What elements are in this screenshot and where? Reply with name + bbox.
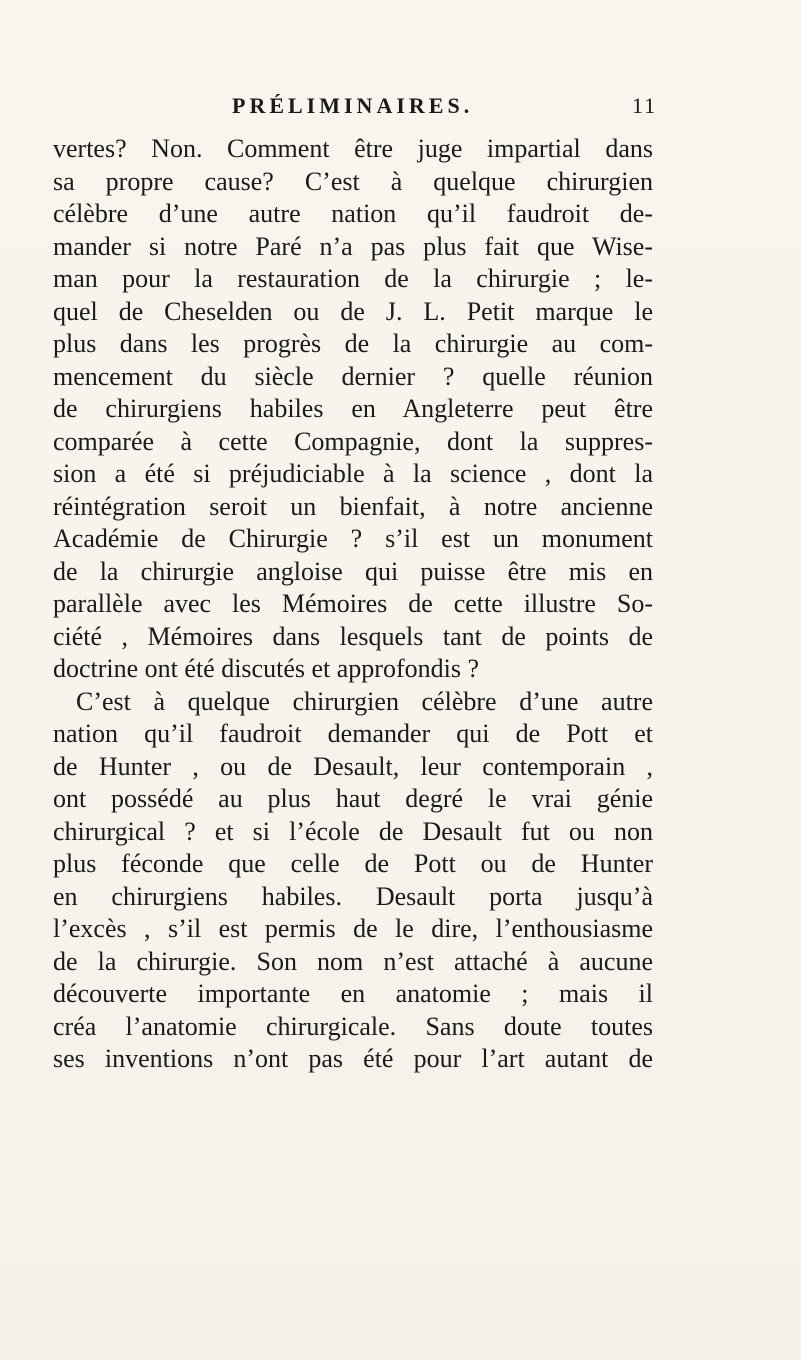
text-line: ont possédé au plus haut degré le vrai génie bbox=[53, 784, 653, 813]
running-title: PRÉLIMINAIRES. bbox=[232, 93, 474, 118]
text-line: ciété , Mémoires dans lesquels tant de points de bbox=[53, 621, 653, 651]
page-number: 11 bbox=[632, 93, 658, 118]
text-line: célèbre d’une autre nation qu’il faudroit de- bbox=[53, 199, 653, 228]
text-line: sa propre cause? C’est à quelque chirurgien bbox=[53, 166, 653, 196]
text-line: en chirurgiens habiles. Desault porta jusqu’à bbox=[53, 881, 653, 911]
text-line: plus féconde que celle de Pott ou de Hunter bbox=[53, 849, 653, 878]
text-line: sion a été si préjudiciable à la science , dont la bbox=[53, 459, 653, 488]
text-line: de Hunter , ou de Desault, leur contemporain , bbox=[53, 751, 653, 781]
running-head bbox=[0, 91, 801, 121]
text-line: créa l’anatomie chirurgicale. Sans doute toutes bbox=[53, 1011, 653, 1041]
text-line: nation qu’il faudroit demander qui de Pott et bbox=[53, 719, 653, 748]
body-text bbox=[53, 133, 653, 1076]
text-line: parallèle avec les Mémoires de cette illustre So- bbox=[53, 589, 653, 618]
text-line: l’excès , s’il est permis de le dire, l’enthousiasme bbox=[53, 914, 653, 943]
text-line: de la chirurgie angloise qui puisse être mis en bbox=[53, 556, 653, 586]
text-line: chirurgical ? et si l’école de Desault fut ou non bbox=[53, 816, 653, 846]
text-line: C’est à quelque chirurgien célèbre d’une autre bbox=[76, 686, 653, 716]
text-line: mander si notre Paré n’a pas plus fait que Wise- bbox=[53, 231, 653, 261]
text-line: ses inventions n’ont pas été pour l’art autant de bbox=[53, 1044, 653, 1073]
text-line: découverte importante en anatomie ; mais il bbox=[53, 979, 653, 1008]
text-line: de la chirurgie. Son nom n’est attaché à aucune bbox=[53, 946, 653, 976]
text-line: de chirurgiens habiles en Angleterre peut être bbox=[53, 394, 653, 423]
text-line: plus dans les progrès de la chirurgie au com- bbox=[53, 329, 653, 358]
text-line: réintégration seroit un bienfait, à notre ancienne bbox=[53, 491, 653, 521]
text-line: mencement du siècle dernier ? quelle réunion bbox=[53, 361, 653, 391]
text-line: doctrine ont été discutés et approfondis ? bbox=[53, 654, 479, 683]
text-line: Académie de Chirurgie ? s’il est un monument bbox=[53, 524, 653, 553]
text-line: comparée à cette Compagnie, dont la suppres- bbox=[53, 426, 653, 456]
text-line: man pour la restauration de la chirurgie ; le- bbox=[53, 264, 653, 293]
text-line: vertes? Non. Comment être juge impartial dans bbox=[53, 134, 653, 163]
text-line: quel de Cheselden ou de J. L. Petit marque le bbox=[53, 296, 653, 326]
